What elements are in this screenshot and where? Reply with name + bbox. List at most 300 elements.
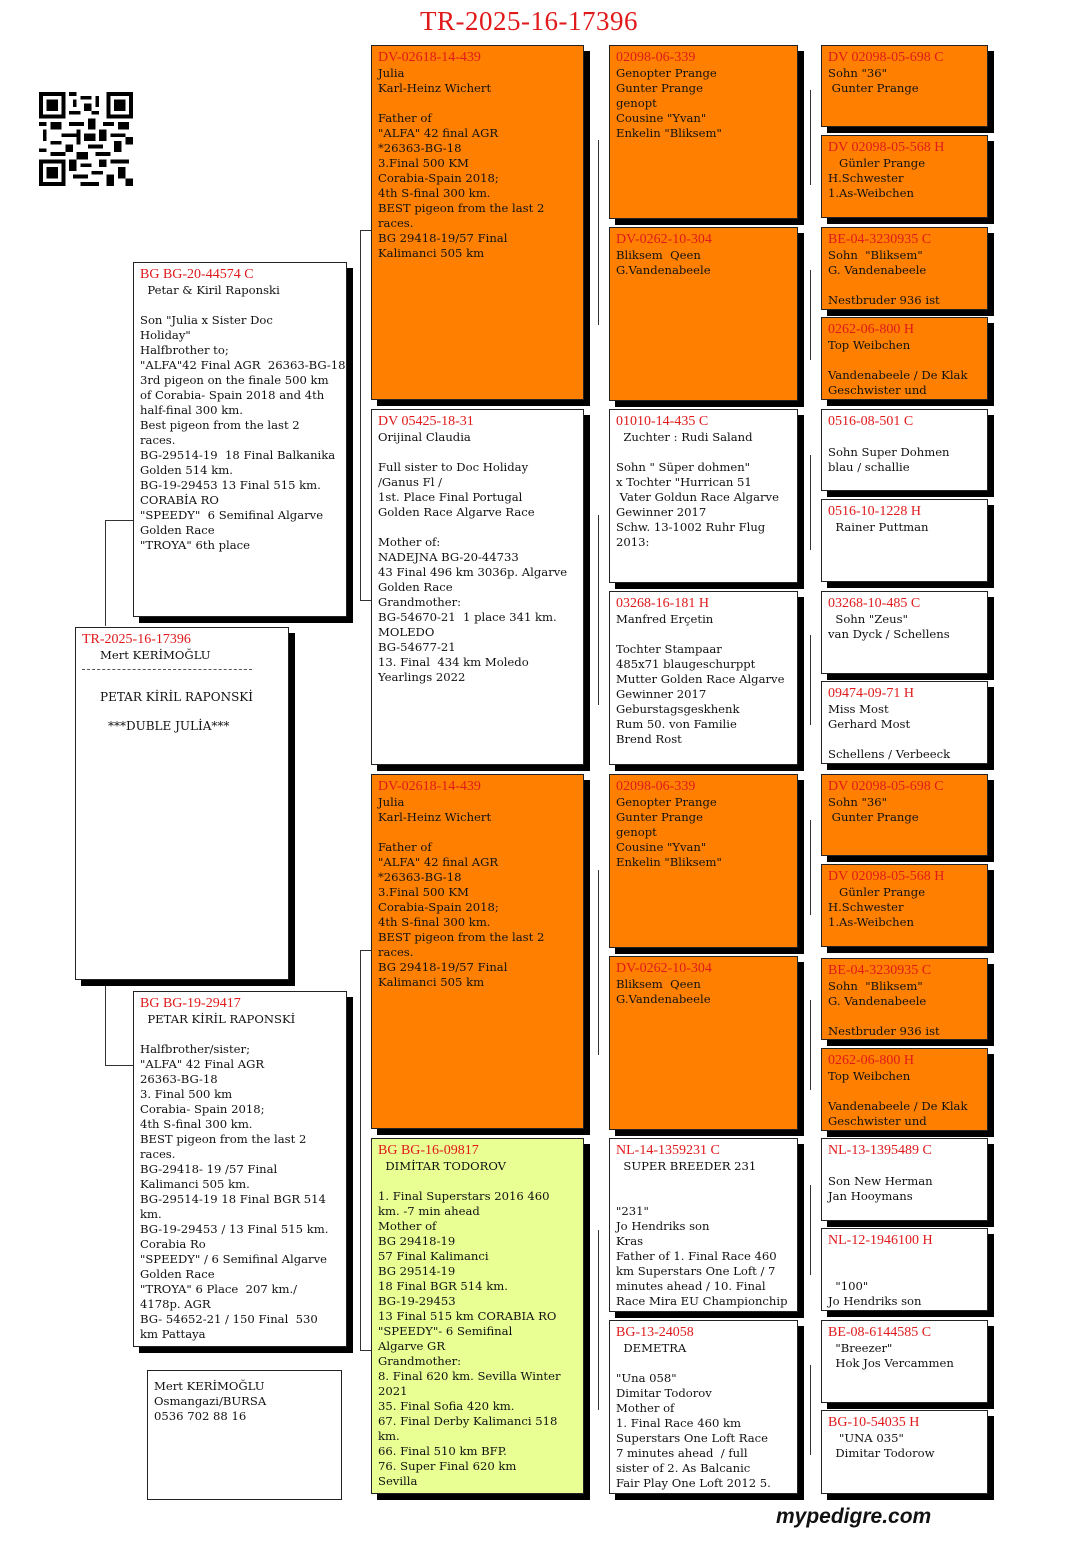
note-line: Golden 514 km. (140, 463, 233, 477)
note-line: BG-54677-21 (378, 640, 456, 654)
pedigree-notes (616, 1159, 791, 1309)
note-line: 26363-BG-18 (140, 1072, 218, 1086)
note-line: Schw. 13-1002 Ruhr Flug (616, 520, 766, 534)
gen4-card[interactable] (821, 1410, 988, 1494)
note-line: Cousine "Yvan" (616, 111, 707, 125)
note-line: BG-19-29453 13 Final 515 km. (140, 478, 321, 492)
note-line: Mutter Golden Race Algarve (616, 672, 785, 686)
note-line: Father of (378, 840, 432, 854)
gen3-card[interactable] (609, 45, 798, 219)
note-line: "Breezer" (828, 1341, 893, 1355)
note-line: Nestbruder 936 ist (828, 1024, 940, 1038)
subject-card[interactable] (75, 627, 289, 980)
sire-card[interactable] (133, 262, 347, 617)
gen3-card[interactable] (609, 1320, 798, 1494)
note-line: 13. Final 434 km Moledo (378, 655, 529, 669)
note-line: 1. Final Superstars 2016 460 (378, 1189, 550, 1203)
note-line: Mother of (378, 1219, 437, 1233)
note-line: of Corabia- Spain 2018 and 4th (140, 388, 325, 402)
pedigree-notes (378, 795, 577, 990)
note-line: Race Mira EU Championchip (616, 1294, 788, 1308)
ring-number: 02098-06-339 (616, 50, 696, 65)
note-line: MOLEDO (378, 625, 435, 639)
dam-notes (140, 1012, 340, 1342)
ring-number: 0262-06-800 H (828, 1053, 914, 1068)
ring-number: 0516-10-1228 H (828, 504, 921, 519)
ring-number: NL-13-1395489 C (828, 1143, 932, 1158)
note-line: Corabia-Spain 2018; (378, 171, 499, 185)
ring-number: DV 02098-05-698 C (828, 779, 944, 794)
note-line: BEST pigeon from the last 2 (378, 201, 545, 215)
note-line: half-final 300 km. (140, 403, 243, 417)
note-line (828, 353, 981, 368)
note-line: BG-29514-19 18 Final BGR 514 (140, 1192, 326, 1206)
note-line: Dimitar Todorov (616, 1386, 712, 1400)
pedigree-notes (616, 248, 791, 278)
pedigree-notes (828, 612, 981, 642)
note-line: DEMETRA (616, 1341, 687, 1355)
gen3-card[interactable] (609, 956, 798, 1130)
note-line: Kalimanci 505 km. (140, 1177, 250, 1191)
note-line: Vandenabeele / De Klak (828, 1099, 968, 1113)
gen3-card[interactable] (609, 409, 798, 583)
note-line: Kalimanci 505 km (378, 246, 485, 260)
subject-ring-number: TR-2025-16-17396 (82, 632, 191, 647)
ring-number: BG-10-54035 H (828, 1415, 920, 1430)
note-line: Rainer Puttman (828, 520, 929, 534)
note-line: 1st. Place Final Portugal (378, 490, 523, 504)
note-line: PETAR KİRİL RAPONSKİ (140, 1012, 296, 1026)
note-line (378, 825, 577, 840)
note-line: Grandmother: (378, 595, 462, 609)
granddam-maternal-card[interactable] (371, 1138, 584, 1494)
pedigree-notes (616, 1341, 791, 1491)
pedigree-notes (828, 66, 981, 96)
note-line: Genopter Prange (616, 795, 717, 809)
note-line (378, 96, 577, 111)
note-line: Sohn "Bliksem" (828, 979, 923, 993)
note-line: Jo Hendriks son (616, 1219, 710, 1233)
sire-notes (140, 283, 346, 553)
gen4-card[interactable] (821, 591, 988, 674)
ring-number: BG BG-16-09817 (378, 1143, 479, 1158)
ring-number: DV 02098-05-568 H (828, 140, 945, 155)
pedigree-notes (616, 430, 791, 550)
pedigree-notes (828, 795, 981, 825)
dam-card[interactable] (133, 991, 347, 1347)
note-line: Best pigeon from the last 2 (140, 418, 300, 432)
note-line: Brend Rost (616, 732, 682, 746)
note-line: 3.Final 500 KM (378, 156, 469, 170)
note-line: races. (140, 1147, 176, 1161)
note-line: Sevilla (378, 1474, 418, 1488)
note-line: "SPEEDY"- 6 Semifinal (378, 1324, 513, 1338)
ring-number: DV-0262-10-304 (616, 232, 712, 247)
gen3-card[interactable] (609, 1138, 798, 1312)
note-line: 1.As-Weibchen (828, 186, 914, 200)
note-line: 4th S-final 300 km. (378, 186, 491, 200)
note-line: G.Vandenabeele (616, 992, 711, 1006)
note-line: *26363-BG-18 (378, 870, 462, 884)
note-line: Enkelin "Bliksem" (616, 126, 722, 140)
note-line: Enkelin "Bliksem" (616, 855, 722, 869)
ring-number: BE-04-3230935 C (828, 232, 932, 247)
note-line: Vandenabeele / De Klak (828, 368, 968, 382)
note-line: "231" (616, 1204, 649, 1218)
gen4-card[interactable] (821, 1320, 988, 1403)
note-line (828, 1159, 981, 1174)
note-line: "TROYA" 6th place (140, 538, 251, 552)
gen3-card[interactable] (609, 774, 798, 948)
note-line (616, 627, 791, 642)
note-line: sister of 2. As Balcanic (616, 1461, 751, 1475)
note-line (378, 445, 577, 460)
ring-number: DV-0262-10-304 (616, 961, 712, 976)
note-line: 35. Final Sofia 420 km. (378, 1399, 515, 1413)
note-line: Grandmother: (378, 1354, 462, 1368)
note-line: 4th S-final 300 km. (378, 915, 491, 929)
note-line: races. (140, 433, 176, 447)
note-line: Zuchter : Rudi Saland (616, 430, 753, 444)
note-line: 7 minutes ahead / full (616, 1446, 748, 1460)
note-line: BG- 54652-21 / 150 Final 530 (140, 1312, 318, 1326)
note-line: Holiday" (140, 328, 191, 342)
pedigree-notes (616, 66, 791, 141)
pedigree-notes (616, 795, 791, 870)
note-line (378, 520, 577, 535)
note-line: Yearlings 2022 (378, 670, 466, 684)
pedigree-notes (828, 338, 981, 398)
note-line: Günler Prange (828, 885, 926, 899)
note-line: Corabia Ro (140, 1237, 206, 1251)
note-line: Rum 50. von Familie (616, 717, 737, 731)
pedigree-notes (616, 977, 791, 1007)
pedigree-notes (828, 702, 981, 762)
owner-contact (154, 1379, 335, 1424)
note-line: Gunter Prange (616, 810, 703, 824)
note-line (140, 1027, 340, 1042)
note-line: "Una 058" (616, 1371, 677, 1385)
note-line (828, 1009, 981, 1024)
gen4-card[interactable] (821, 1228, 988, 1311)
note-line: BG-19-29453 (378, 1294, 456, 1308)
note-line: 3rd pigeon on the finale 500 km (140, 373, 329, 387)
note-line: Petar & Kiril Raponski (140, 283, 280, 297)
note-line: Sohn "36" (828, 66, 887, 80)
ring-number: DV 02098-05-568 H (828, 869, 945, 884)
note-line: Father of (378, 111, 432, 125)
note-line: genopt (616, 96, 657, 110)
pedigree-title: TR-2025-16-17396 (420, 6, 638, 36)
gen4-card[interactable] (821, 227, 988, 310)
note-line: Sohn "Zeus" (828, 612, 908, 626)
note-line: Vater Goldun Race Algarve (616, 490, 779, 504)
note-line: DIMİTAR TODOROV (378, 1159, 507, 1173)
note-line: Osmangazi/BURSA (154, 1394, 267, 1408)
qr-code-icon (39, 92, 133, 186)
note-line: Gunter Prange (828, 81, 919, 95)
subject-name: PETAR KİRİL RAPONSKİ (100, 690, 253, 704)
note-line: Gewinner 2017 (616, 505, 707, 519)
note-line: "ALFA" 42 Final AGR (140, 1057, 265, 1071)
note-line: H.Schwester (828, 171, 904, 185)
pedigree-notes (828, 430, 981, 475)
note-line: Bliksem Qeen (616, 248, 701, 262)
note-line: Schellens / Verbeeck (828, 747, 951, 761)
note-line: Mother of (616, 1401, 675, 1415)
pedigree-notes (828, 1341, 981, 1371)
note-line (828, 1264, 981, 1279)
note-line: van Dyck / Schellens (828, 627, 950, 641)
note-line: km Pattaya (140, 1327, 206, 1341)
note-line: km. (378, 1429, 400, 1443)
note-line: Cousine "Yvan" (616, 840, 707, 854)
note-line: BG 29514-19 (378, 1264, 456, 1278)
note-line: Geschwister und (828, 1114, 927, 1128)
note-line: BEST pigeon from the last 2 (378, 930, 545, 944)
note-line: 13 Final 515 km CORABIA RO (378, 1309, 557, 1323)
note-line: "ALFA"42 Final AGR 26363-BG-18 (140, 358, 346, 372)
note-line: Gerhard Most (828, 717, 911, 731)
grandsire-paternal-card[interactable] (371, 45, 584, 400)
note-line: Corabia- Spain 2018; (140, 1102, 265, 1116)
note-line: Gewinner 2017 (616, 687, 707, 701)
pedigree-notes (828, 1069, 981, 1129)
note-line: km. (140, 1207, 162, 1221)
note-line: BG-29418- 19 /57 Final (140, 1162, 278, 1176)
subject-title: ***DUBLE JULİA*** (108, 719, 230, 733)
note-line: 43 Final 496 km 3036p. Algarve (378, 565, 568, 579)
note-line: 3. Final 500 km (140, 1087, 233, 1101)
pedigree-notes (378, 1159, 577, 1489)
note-line (378, 1174, 577, 1189)
dam-ring-number: BG BG-19-29417 (140, 996, 241, 1011)
note-line: Nestbruder 936 ist (828, 293, 940, 307)
note-line (616, 1356, 791, 1371)
note-line: G. Vandenabeele (828, 994, 927, 1008)
gen4-card[interactable] (821, 681, 988, 764)
note-line: Jan Hooymans (828, 1189, 913, 1203)
gen4-card[interactable] (821, 1048, 988, 1131)
ring-number: DV 05425-18-31 (378, 414, 474, 429)
note-line: Manfred Erçetin (616, 612, 714, 626)
note-line: G. Vandenabeele (828, 263, 927, 277)
gen4-card[interactable] (821, 499, 988, 582)
note-line: Hok Jos Vercammen (828, 1356, 954, 1370)
note-line: Karl-Heinz Wichert (378, 81, 492, 95)
note-line: Corabia-Spain 2018; (378, 900, 499, 914)
note-line: /Ganus Fl / (378, 475, 442, 489)
note-line (616, 1189, 791, 1204)
note-line (828, 732, 981, 747)
note-line: Julia (378, 66, 405, 80)
note-line: Golden Race (140, 523, 215, 537)
note-line: Halfbrother to; (140, 343, 229, 357)
note-line (828, 1249, 981, 1264)
note-line: Karl-Heinz Wichert (378, 810, 492, 824)
ring-number: 03268-16-181 H (616, 596, 709, 611)
ring-number: 02098-06-339 (616, 779, 696, 794)
note-line: Top Weibchen (828, 1069, 911, 1083)
grandsire-maternal-card[interactable] (371, 774, 584, 1129)
note-line: genopt (616, 825, 657, 839)
note-line: Geburstagsgeskhenk (616, 702, 740, 716)
note-line: 1.As-Weibchen (828, 915, 914, 929)
pedigree-notes (828, 520, 981, 535)
note-line: Fair Play One Loft 2012 5. (616, 1476, 771, 1490)
pedigree-notes (378, 66, 577, 261)
note-line: *26363-BG-18 (378, 141, 462, 155)
note-line: Tochter Stampaar (616, 642, 722, 656)
note-line: Sohn "Bliksem" (828, 248, 923, 262)
pedigree-notes (378, 430, 577, 685)
note-line: Dimitar Todorow (828, 1446, 935, 1460)
granddam-paternal-card[interactable] (371, 409, 584, 765)
ring-number: 03268-10-485 C (828, 596, 921, 611)
note-line: BG-54670-21 1 place 341 km. (378, 610, 557, 624)
note-line: BG-19-29453 / 13 Final 515 km. (140, 1222, 329, 1236)
note-line: Golden Race Algarve Race (378, 505, 535, 519)
note-line: Geschwister und (828, 383, 927, 397)
note-line: Father of 1. Final Race 460 (616, 1249, 777, 1263)
note-line: "ALFA" 42 final AGR (378, 126, 499, 140)
note-line: Golden Race (140, 1267, 215, 1281)
note-line: blau / schallie (828, 460, 910, 474)
note-line: "ALFA" 42 final AGR (378, 855, 499, 869)
note-line: Full sister to Doc Holiday (378, 460, 529, 474)
note-line: NADEJNA BG-20-44733 (378, 550, 519, 564)
note-line: BG 29418-19/57 Final (378, 231, 508, 245)
note-line: BG 29418-19 (378, 1234, 456, 1248)
ring-number: BE-04-3230935 C (828, 963, 932, 978)
pedigree-notes (828, 248, 981, 308)
note-line (828, 278, 981, 293)
gen4-card[interactable] (821, 135, 988, 218)
note-line: H.Schwester (828, 900, 904, 914)
note-line: "TROYA" 6 Place 207 km./ (140, 1282, 298, 1296)
note-line: Golden Race (378, 580, 453, 594)
note-line: x Tochter "Hurrican 51 (616, 475, 752, 489)
note-line: BEST pigeon from the last 2 (140, 1132, 307, 1146)
pedigree-notes (828, 885, 981, 930)
pedigree-notes (828, 1159, 981, 1204)
note-line: BG-29514-19 18 Final Balkanika (140, 448, 336, 462)
site-watermark: mypedigre.com (776, 1505, 932, 1528)
note-line: Halfbrother/sister; (140, 1042, 250, 1056)
ring-number: DV-02618-14-439 (378, 50, 481, 65)
note-line: 3.Final 500 KM (378, 885, 469, 899)
note-line: Son "Julia x Sister Doc (140, 313, 273, 327)
owner-card (147, 1370, 342, 1500)
note-line: 2021 (378, 1384, 408, 1398)
pedigree-notes (828, 1431, 981, 1461)
gen4-card[interactable] (821, 317, 988, 400)
note-line: Orijinal Claudia (378, 430, 471, 444)
note-line: races. (378, 945, 414, 959)
note-line: G.Vandenabeele (616, 263, 711, 277)
sire-ring-number: BG BG-20-44574 C (140, 267, 254, 282)
ring-number: 0262-06-800 H (828, 322, 914, 337)
gen3-card[interactable] (609, 227, 798, 401)
note-line: Top Weibchen (828, 338, 911, 352)
ring-number: 09474-09-71 H (828, 686, 914, 701)
note-line (140, 298, 340, 313)
gen4-card[interactable] (821, 958, 988, 1040)
note-line: 8. Final 620 km. Sevilla Winter (378, 1369, 561, 1383)
note-line: Gunter Prange (828, 810, 919, 824)
subject-breeder: Mert KERİMOĞLU (100, 648, 211, 662)
ring-number: DV 02098-05-698 C (828, 50, 944, 65)
note-line: Sohn "36" (828, 795, 887, 809)
ring-number: NL-14-1359231 C (616, 1143, 720, 1158)
note-line: Algarve GR (378, 1339, 446, 1353)
note-line: km. -7 min ahead (378, 1204, 480, 1218)
gen4-card[interactable] (821, 409, 988, 491)
pedigree-notes (828, 156, 981, 201)
note-line (828, 1084, 981, 1099)
note-line: 76. Super Final 620 km (378, 1459, 517, 1473)
ring-number: 01010-14-435 C (616, 414, 709, 429)
note-line: Julia (378, 795, 405, 809)
pedigree-notes (828, 979, 981, 1039)
gen4-card[interactable] (821, 774, 988, 856)
note-line: 18 Final BGR 514 km. (378, 1279, 508, 1293)
note-line: "SPEEDY" / 6 Semifinal Algarve (140, 1252, 328, 1266)
ring-number: BG-13-24058 (616, 1325, 694, 1340)
note-line: Sohn " Süper dohmen" (616, 460, 751, 474)
note-line: "100" (828, 1279, 869, 1293)
note-line: Mert KERİMOĞLU (154, 1379, 265, 1393)
note-line: Günler Prange (828, 156, 926, 170)
note-line: 67. Final Derby Kalimanci 518 (378, 1414, 558, 1428)
note-line: Miss Most (828, 702, 889, 716)
note-line: BG 29418-19/57 Final (378, 960, 508, 974)
note-line: Bliksem Qeen (616, 977, 701, 991)
note-line (616, 1174, 791, 1189)
pedigree-notes (828, 1249, 981, 1309)
gen4-card[interactable] (821, 864, 988, 947)
note-line: Mother of: (378, 535, 441, 549)
note-line: "SPEEDY" 6 Semifinal Algarve (140, 508, 324, 522)
note-line: Kalimanci 505 km (378, 975, 485, 989)
note-line: "UNA 035" (828, 1431, 904, 1445)
gen3-card[interactable] (609, 591, 798, 765)
note-line: Jo Hendriks son (828, 1294, 922, 1308)
gen4-card[interactable] (821, 1138, 988, 1221)
subject-divider (82, 669, 252, 670)
note-line: km Superstars One Loft / 7 (616, 1264, 776, 1278)
note-line: Kras (616, 1234, 644, 1248)
note-line: minutes ahead / 10. Final (616, 1279, 766, 1293)
note-line: CORABİA RO (140, 493, 219, 507)
ring-number: NL-12-1946100 H (828, 1233, 933, 1248)
note-line: Son New Herman (828, 1174, 933, 1188)
note-line: 66. Final 510 km BFP. (378, 1444, 507, 1458)
note-line: 2013: (616, 535, 650, 549)
note-line: 4th S-final 300 km. (140, 1117, 253, 1131)
note-line: 1. Final Race 460 km (616, 1416, 742, 1430)
note-line: Genopter Prange (616, 66, 717, 80)
ring-number: DV-02618-14-439 (378, 779, 481, 794)
note-line: 0536 702 88 16 (154, 1409, 247, 1423)
note-line: 485x71 blaugeschurppt (616, 657, 756, 671)
note-line (616, 445, 791, 460)
note-line: races. (378, 216, 414, 230)
gen4-card[interactable] (821, 45, 988, 127)
note-line: 57 Final Kalimanci (378, 1249, 489, 1263)
note-line: SUPER BREEDER 231 (616, 1159, 757, 1173)
note-line: Sohn Super Dohmen (828, 445, 950, 459)
